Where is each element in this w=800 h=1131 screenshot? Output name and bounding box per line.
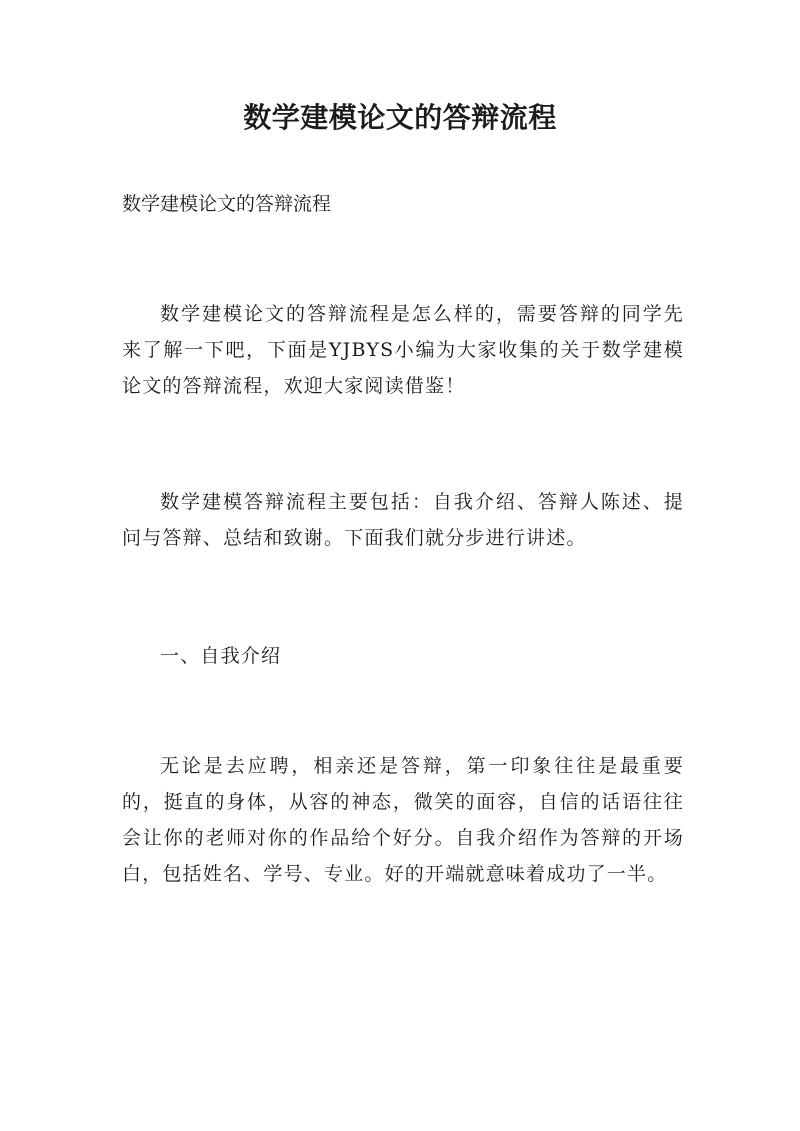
document-title: 数学建模论文的答辩流程 bbox=[243, 101, 557, 134]
section-paragraph: 无论是去应聘，相亲还是答辩，第一印象往往是最重要的，挺直的身体，从容的神态，微笑的面容，自信的话语往往会让你的老师对你的作品给个好分。自我介绍作为答辩的开场白，包括姓名、学号、专业。好的开端就意味着成功了一半。 bbox=[122, 755, 684, 885]
overview-paragraph: 数学建模答辩流程主要包括：自我介绍、答辩人陈述、提问与答辩、总结和致谢。下面我们就分步进行讲述。 bbox=[122, 491, 684, 549]
intro-paragraph: 数学建模论文的答辩流程是怎么样的，需要答辩的同学先来了解一下吧，下面是YJBYS小编为大家收集的关于数学建模论文的答辩流程，欢迎大家阅读借鉴！ bbox=[122, 303, 684, 397]
section-heading: 一、自我介绍 bbox=[160, 645, 282, 667]
document-subtitle: 数学建模论文的答辩流程 bbox=[122, 193, 332, 215]
